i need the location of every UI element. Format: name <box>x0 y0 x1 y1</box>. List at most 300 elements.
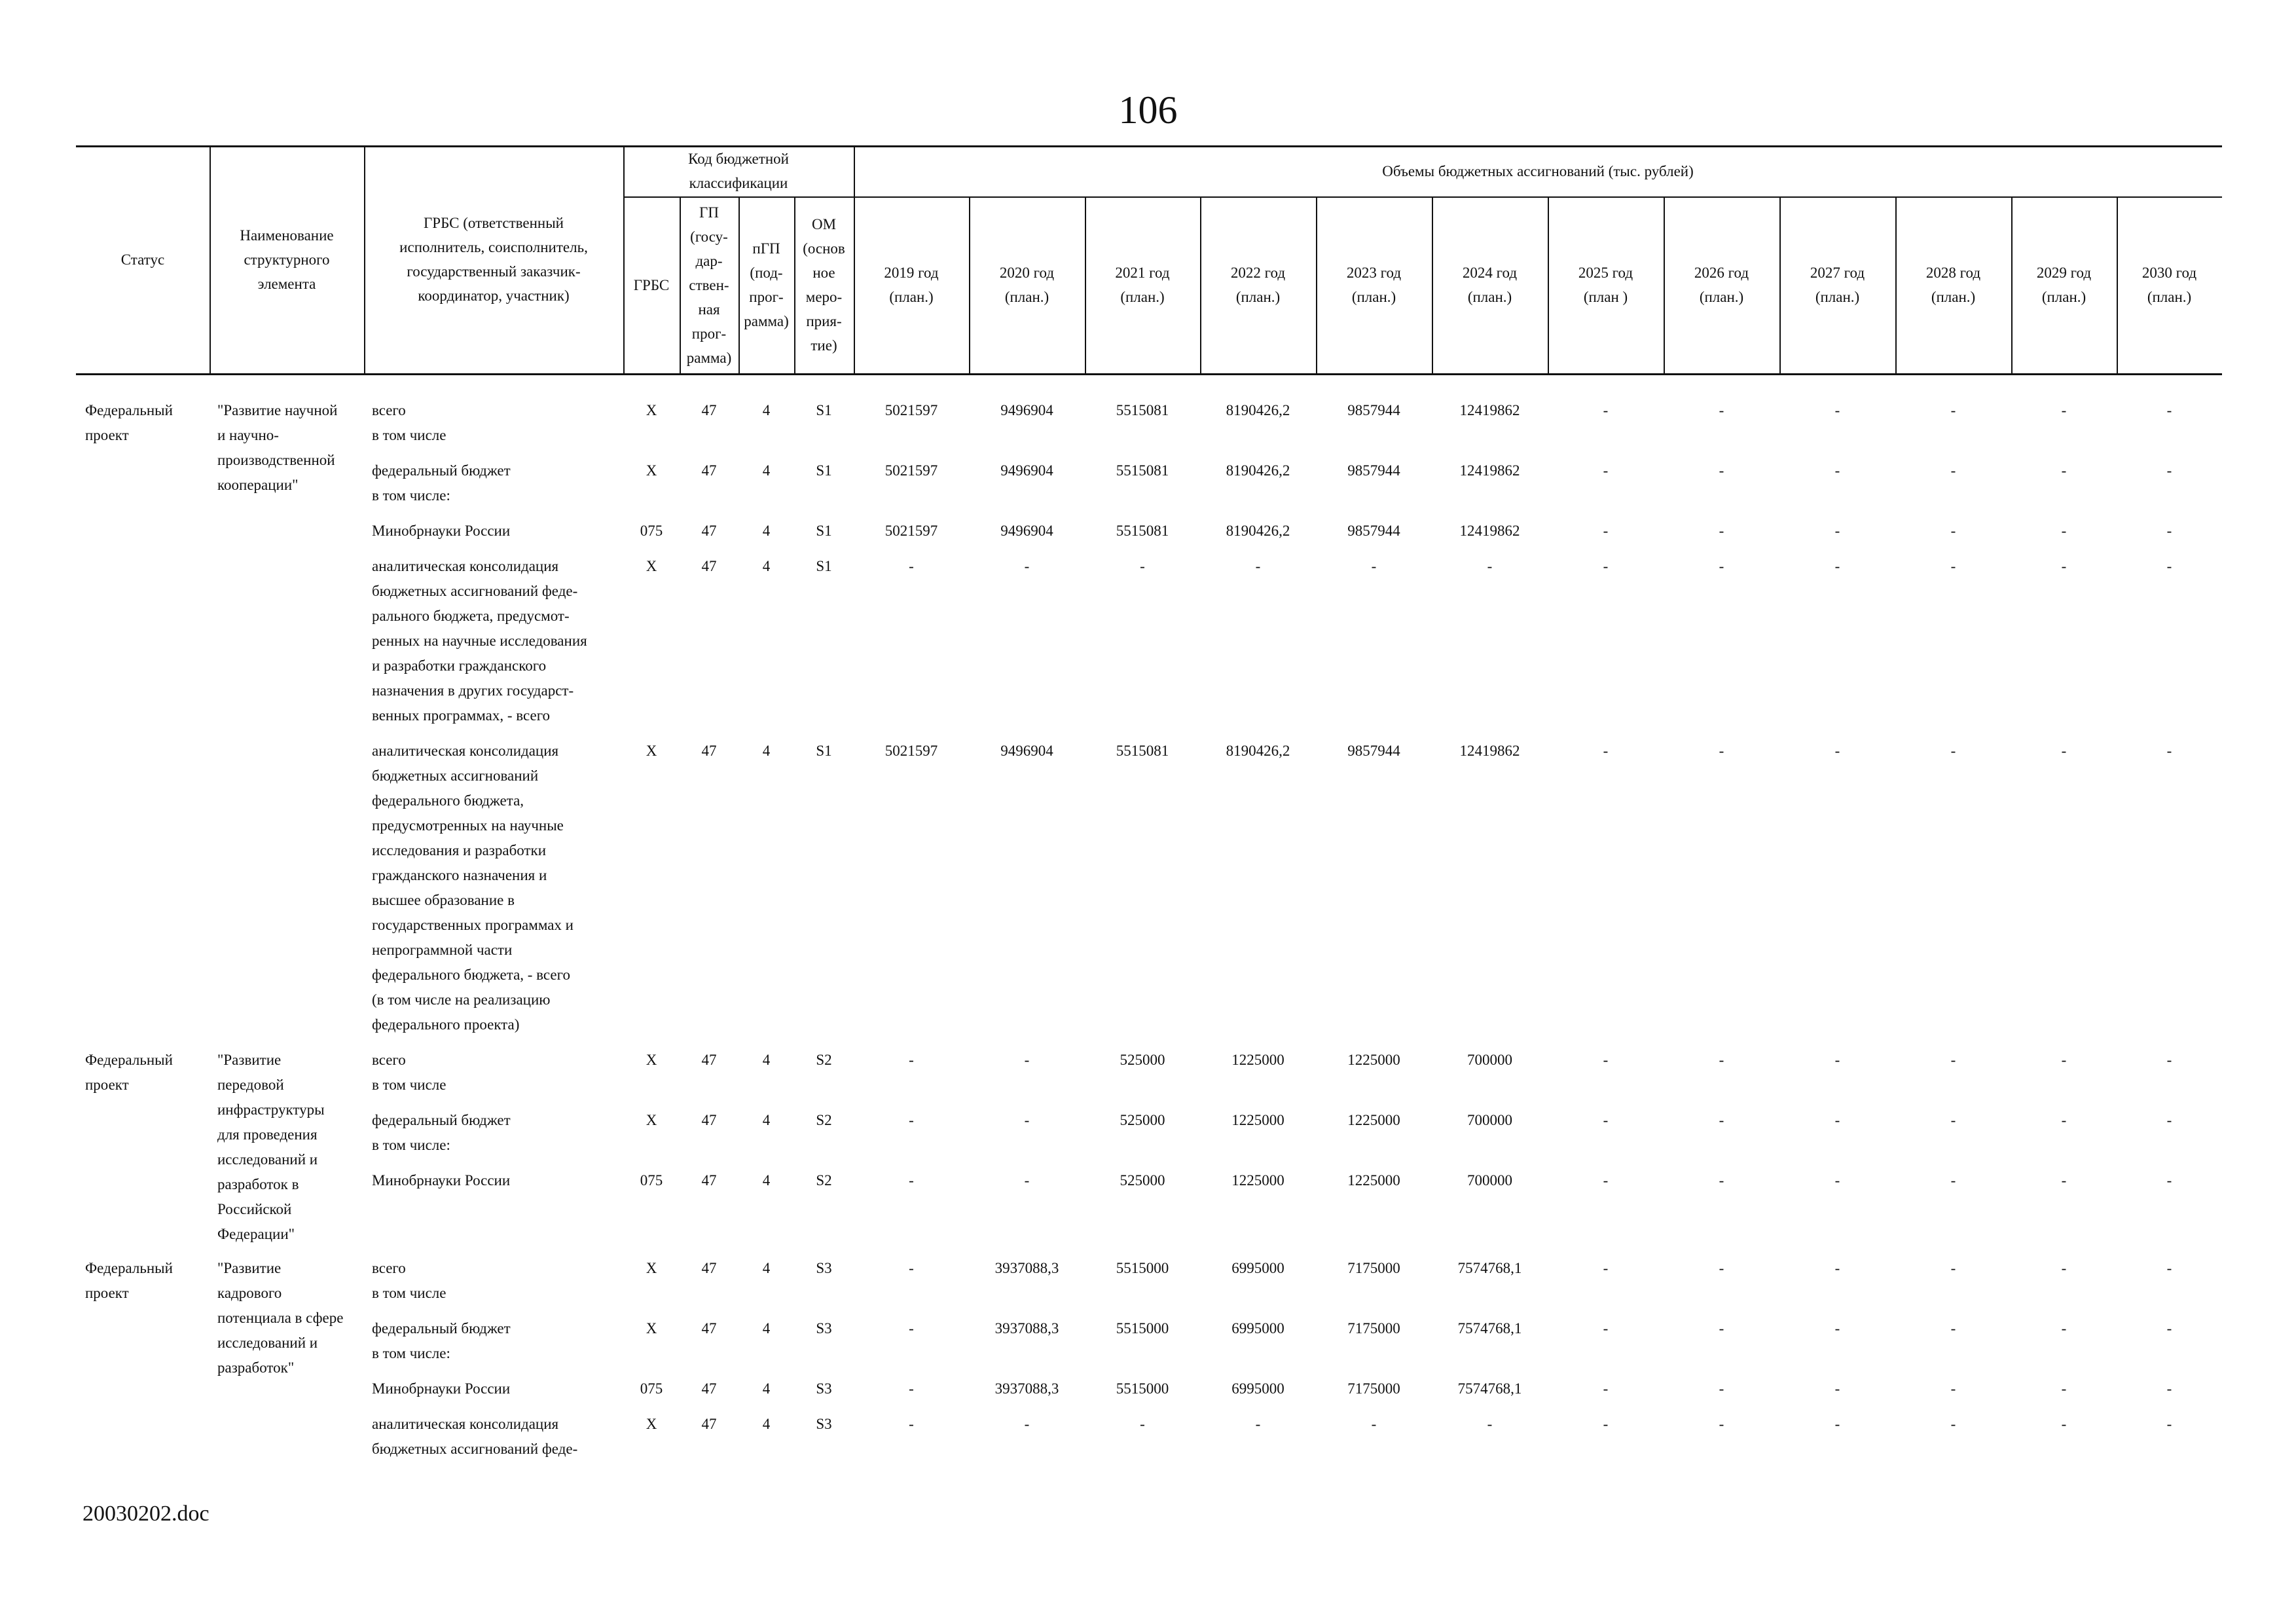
header-bottom-rule <box>76 373 2222 375</box>
text-line: и научно- <box>217 427 279 443</box>
header-line: ГП <box>699 204 719 221</box>
value-2026: - <box>1719 558 1724 574</box>
text-line: федерального бюджета, <box>372 792 524 809</box>
code-pgp: 4 <box>762 462 771 479</box>
value-2025: - <box>1603 1260 1609 1276</box>
header-line: (план.) <box>1351 289 1396 305</box>
code-pgp: 4 <box>762 1380 771 1397</box>
value-2028: - <box>1950 1172 1956 1189</box>
text-line: Федеральный <box>85 1260 173 1276</box>
text-line: в том числе <box>372 1285 446 1301</box>
header-pgp-text <box>744 236 789 333</box>
header-line: меро- <box>805 289 843 305</box>
row-label <box>372 1412 577 1462</box>
text-line: в том числе: <box>372 1345 450 1361</box>
code-pgp: 4 <box>762 1320 771 1337</box>
value-2025: - <box>1603 1416 1609 1432</box>
code-grbs: X <box>646 1112 657 1128</box>
text-line: Минобрнауки России <box>372 1172 511 1189</box>
row-label <box>372 554 587 728</box>
row-label <box>372 458 511 508</box>
header-line: (план.) <box>2041 289 2086 305</box>
header-line: 2028 год <box>1925 265 1981 281</box>
value-2027: - <box>1834 1172 1840 1189</box>
code-om: S1 <box>816 558 832 574</box>
header-om <box>794 196 854 373</box>
value-2028: - <box>1950 1260 1956 1276</box>
value-2019: - <box>909 1172 914 1189</box>
value-2027: - <box>1834 1320 1840 1337</box>
value-2023: - <box>1371 1416 1377 1432</box>
value-2024: 7574768,1 <box>1457 1260 1522 1276</box>
row-label <box>372 398 446 448</box>
text-line: государственных программах и <box>372 917 574 933</box>
value-2030: - <box>2166 558 2172 574</box>
header-line: ное <box>812 265 835 281</box>
text-line: федеральный бюджет <box>372 462 511 479</box>
code-om: S1 <box>816 402 832 418</box>
text-line: передовой <box>217 1077 284 1093</box>
header-line: (госу- <box>690 228 728 245</box>
code-pgp: 4 <box>762 558 771 574</box>
text-line: проект <box>85 427 129 443</box>
header-gp-text <box>687 200 732 370</box>
value-2026: - <box>1719 1380 1724 1397</box>
value-2027: - <box>1834 1416 1840 1432</box>
text-line: и разработки гражданского <box>372 657 547 674</box>
header-grbs-text: ГРБС <box>633 276 670 293</box>
text-line: федерального бюджета, - всего <box>372 967 570 983</box>
value-2028: - <box>1950 558 1956 574</box>
code-om: S2 <box>816 1172 832 1189</box>
code-grbs: X <box>646 462 657 479</box>
code-pgp: 4 <box>762 402 771 418</box>
value-2022: 6995000 <box>1231 1320 1285 1337</box>
value-2025: - <box>1603 523 1609 539</box>
page-number: 106 <box>1118 88 1178 132</box>
value-2026: - <box>1719 1416 1724 1432</box>
code-om: S2 <box>816 1112 832 1128</box>
header-year-2023 <box>1316 196 1432 373</box>
text-line: бюджетных ассигнований феде- <box>372 583 578 599</box>
value-2019: 5021597 <box>884 462 938 479</box>
value-2029: - <box>2061 1052 2067 1068</box>
value-2021: 525000 <box>1120 1112 1165 1128</box>
header-line: 2020 год <box>999 265 1055 281</box>
value-2021: 5515000 <box>1116 1380 1169 1397</box>
value-2028: - <box>1950 1416 1956 1432</box>
value-2026: - <box>1719 402 1724 418</box>
header-budget-code-text <box>688 147 789 195</box>
code-gp: 47 <box>701 1172 717 1189</box>
value-2023: 7175000 <box>1347 1380 1400 1397</box>
value-2024: - <box>1487 1416 1493 1432</box>
header-year-2022 <box>1200 196 1316 373</box>
value-2024: 12419862 <box>1459 462 1520 479</box>
value-2026: - <box>1719 1172 1724 1189</box>
value-2024: 700000 <box>1467 1172 1512 1189</box>
header-line: прог- <box>749 289 784 305</box>
header-line: 2027 год <box>1810 265 1865 281</box>
value-2022: 8190426,2 <box>1226 743 1290 759</box>
text-line: проект <box>85 1285 129 1301</box>
value-2020: 3937088,3 <box>994 1380 1059 1397</box>
header-line: пГП <box>752 240 780 257</box>
value-2023: 1225000 <box>1347 1112 1400 1128</box>
header-year-2030-text <box>2142 261 2196 309</box>
code-gp: 47 <box>701 1416 717 1432</box>
text-line: в том числе: <box>372 1137 450 1153</box>
code-gp: 47 <box>701 1112 717 1128</box>
code-grbs: X <box>646 558 657 574</box>
value-2030: - <box>2166 1416 2172 1432</box>
header-line: (план.) <box>1235 289 1281 305</box>
value-2021: 525000 <box>1120 1052 1165 1068</box>
header-year-2021-text <box>1115 261 1169 309</box>
header-line: 2029 год <box>2036 265 2092 281</box>
text-line: в том числе: <box>372 487 450 504</box>
value-2025: - <box>1603 1172 1609 1189</box>
header-line: исполнитель, соисполнитель, <box>399 239 588 255</box>
text-line: бюджетных ассигнований <box>372 767 539 784</box>
value-2030: - <box>2166 1380 2172 1397</box>
value-2021: - <box>1140 558 1145 574</box>
value-2020: 9496904 <box>1000 402 1053 418</box>
header-gp <box>680 196 738 373</box>
header-line: (план.) <box>889 289 934 305</box>
header-year-2027-text <box>1810 261 1865 309</box>
header-line: дар- <box>695 252 723 269</box>
header-year-2026 <box>1664 196 1779 373</box>
value-2026: - <box>1719 1052 1724 1068</box>
header-line: (план.) <box>1467 289 1512 305</box>
value-2020: - <box>1024 1052 1030 1068</box>
text-line: производственной <box>217 452 335 468</box>
text-line: (в том числе на реализацию <box>372 991 551 1008</box>
value-2025: - <box>1603 743 1609 759</box>
header-pgp <box>738 196 794 373</box>
text-line: федеральный бюджет <box>372 1320 511 1337</box>
header-grbs-responsible <box>364 145 623 373</box>
value-2026: - <box>1719 1320 1724 1337</box>
value-2021: 5515081 <box>1116 523 1169 539</box>
value-2022: 1225000 <box>1231 1112 1285 1128</box>
value-2019: - <box>909 1052 914 1068</box>
value-2028: - <box>1950 402 1956 418</box>
text-line: предусмотренных на научные <box>372 817 564 834</box>
code-om: S3 <box>816 1320 832 1337</box>
header-line: (план.) <box>2147 289 2192 305</box>
header-year-2023-text <box>1347 261 1401 309</box>
value-2029: - <box>2061 462 2067 479</box>
value-2027: - <box>1834 462 1840 479</box>
structural-element-name <box>217 1256 343 1380</box>
value-2027: - <box>1834 1112 1840 1128</box>
value-2022: - <box>1255 558 1261 574</box>
text-line: в том числе <box>372 1077 446 1093</box>
header-year-2030 <box>2117 196 2222 373</box>
header-year-2021 <box>1085 196 1200 373</box>
value-2023: 7175000 <box>1347 1320 1400 1337</box>
text-line: "Развитие <box>217 1260 282 1276</box>
code-pgp: 4 <box>762 743 771 759</box>
header-year-2024 <box>1432 196 1548 373</box>
value-2027: - <box>1834 523 1840 539</box>
value-2028: - <box>1950 1380 1956 1397</box>
header-structural-element <box>210 145 364 373</box>
value-2019: - <box>909 1320 914 1337</box>
value-2027: - <box>1834 1260 1840 1276</box>
value-2029: - <box>2061 523 2067 539</box>
header-line: (план.) <box>1120 289 1165 305</box>
value-2021: 5515000 <box>1116 1320 1169 1337</box>
code-grbs: 075 <box>640 1172 663 1189</box>
header-line: (основ <box>803 240 845 257</box>
text-line: Российской <box>217 1201 292 1217</box>
value-2030: - <box>2166 523 2172 539</box>
value-2029: - <box>2061 1112 2067 1128</box>
value-2023: 9857944 <box>1347 523 1400 539</box>
text-line: кооперации" <box>217 477 299 493</box>
text-line: гражданского назначения и <box>372 867 547 883</box>
text-line: "Развитие <box>217 1052 282 1068</box>
code-gp: 47 <box>701 462 717 479</box>
header-budget-volumes <box>854 145 2222 196</box>
value-2028: - <box>1950 462 1956 479</box>
value-2022: 1225000 <box>1231 1172 1285 1189</box>
value-2022: - <box>1255 1416 1261 1432</box>
value-2023: 9857944 <box>1347 402 1400 418</box>
code-om: S1 <box>816 743 832 759</box>
row-label <box>372 1376 510 1401</box>
text-line: назначения в других государст- <box>372 682 574 699</box>
code-om: S3 <box>816 1380 832 1397</box>
text-line: проект <box>85 1077 129 1093</box>
text-line: исследований и <box>217 1335 318 1351</box>
text-line: ренных на научные исследования <box>372 633 587 649</box>
value-2024: 7574768,1 <box>1457 1380 1522 1397</box>
row-label <box>372 1108 511 1158</box>
code-grbs: X <box>646 402 657 418</box>
code-gp: 47 <box>701 523 717 539</box>
header-year-2024-text <box>1463 261 1517 309</box>
text-line: федеральный бюджет <box>372 1112 511 1128</box>
code-pgp: 4 <box>762 1260 771 1276</box>
value-2021: 5515000 <box>1116 1260 1169 1276</box>
value-2027: - <box>1834 1052 1840 1068</box>
header-line: ная <box>698 301 720 318</box>
value-2029: - <box>2061 558 2067 574</box>
value-2024: 12419862 <box>1459 402 1520 418</box>
value-2021: - <box>1140 1416 1145 1432</box>
value-2025: - <box>1603 462 1609 479</box>
header-year-2029 <box>2011 196 2117 373</box>
value-2020: 9496904 <box>1000 743 1053 759</box>
value-2023: 1225000 <box>1347 1052 1400 1068</box>
value-2025: - <box>1603 402 1609 418</box>
value-2026: - <box>1719 743 1724 759</box>
header-line: Наименование <box>240 227 334 244</box>
value-2023: - <box>1371 558 1377 574</box>
header-line: 2026 год <box>1694 265 1749 281</box>
row-label <box>372 739 574 1037</box>
code-grbs: X <box>646 1052 657 1068</box>
header-grbs <box>623 196 680 373</box>
header-line: тие) <box>811 337 837 354</box>
code-grbs: X <box>646 1260 657 1276</box>
header-year-2025-text <box>1578 261 1633 309</box>
header-om-text <box>803 212 845 358</box>
value-2029: - <box>2061 1380 2067 1397</box>
header-line: (план.) <box>1699 289 1744 305</box>
value-2027: - <box>1834 402 1840 418</box>
header-line: (план ) <box>1583 289 1628 305</box>
value-2028: - <box>1950 1052 1956 1068</box>
value-2029: - <box>2061 1172 2067 1189</box>
header-grbs-responsible-text <box>399 211 588 308</box>
header-year-2028 <box>1895 196 2011 373</box>
text-line: Минобрнауки России <box>372 1380 511 1397</box>
code-grbs: X <box>646 1416 657 1432</box>
code-grbs: X <box>646 1320 657 1337</box>
value-2029: - <box>2061 743 2067 759</box>
text-line: аналитическая консолидация <box>372 1416 559 1432</box>
value-2023: 9857944 <box>1347 743 1400 759</box>
value-2022: 6995000 <box>1231 1260 1285 1276</box>
value-2029: - <box>2061 1320 2067 1337</box>
text-line: всего <box>372 1052 406 1068</box>
header-line: рамма) <box>744 313 789 329</box>
value-2027: - <box>1834 1380 1840 1397</box>
header-year-2029-text <box>2037 261 2091 309</box>
text-line: Федерации" <box>217 1226 295 1242</box>
value-2021: 525000 <box>1120 1172 1165 1189</box>
code-gp: 47 <box>701 558 717 574</box>
value-2030: - <box>2166 462 2172 479</box>
code-pgp: 4 <box>762 1172 771 1189</box>
text-line: инфраструктуры <box>217 1101 325 1118</box>
text-line: "Развитие научной <box>217 402 338 418</box>
structural-element-name <box>217 398 338 498</box>
header-line: (план.) <box>1931 289 1976 305</box>
value-2030: - <box>2166 402 2172 418</box>
value-2030: - <box>2166 1320 2172 1337</box>
code-pgp: 4 <box>762 1416 771 1432</box>
row-label <box>372 1256 446 1306</box>
value-2024: 700000 <box>1467 1052 1512 1068</box>
value-2025: - <box>1603 1320 1609 1337</box>
value-2029: - <box>2061 1260 2067 1276</box>
header-status-text: Статус <box>120 251 165 268</box>
header-line: 2021 год <box>1115 265 1170 281</box>
text-line: венных программах, - всего <box>372 707 551 724</box>
code-grbs: X <box>646 743 657 759</box>
header-year-2025 <box>1548 196 1664 373</box>
header-line: ОМ <box>811 216 837 232</box>
value-2026: - <box>1719 1260 1724 1276</box>
text-line: аналитическая консолидация <box>372 558 559 574</box>
text-line: Федеральный <box>85 402 173 418</box>
value-2025: - <box>1603 1052 1609 1068</box>
header-line: ствен- <box>689 276 729 293</box>
value-2030: - <box>2166 1172 2172 1189</box>
code-grbs: 075 <box>640 1380 663 1397</box>
value-2028: - <box>1950 743 1956 759</box>
row-label <box>372 519 510 544</box>
value-2020: - <box>1024 1172 1030 1189</box>
value-2023: 9857944 <box>1347 462 1400 479</box>
value-2022: 8190426,2 <box>1226 523 1290 539</box>
text-line: потенциала в сфере <box>217 1310 344 1326</box>
text-line: непрограммной части <box>372 942 513 958</box>
text-line: высшее образование в <box>372 892 515 908</box>
header-line: 2019 год <box>884 265 939 281</box>
value-2024: 7574768,1 <box>1457 1320 1522 1337</box>
text-line: исследований и <box>217 1151 318 1168</box>
value-2029: - <box>2061 1416 2067 1432</box>
header-line: Код бюджетной <box>688 151 789 167</box>
header-line: 2023 год <box>1346 265 1402 281</box>
document-filename: 20030202.doc <box>82 1502 210 1526</box>
header-line: элемента <box>257 275 316 292</box>
code-gp: 47 <box>701 1380 717 1397</box>
text-line: бюджетных ассигнований феде- <box>372 1441 578 1457</box>
code-om: S1 <box>816 462 832 479</box>
value-2020: - <box>1024 1112 1030 1128</box>
code-gp: 47 <box>701 743 717 759</box>
value-2028: - <box>1950 1320 1956 1337</box>
value-2020: 9496904 <box>1000 523 1053 539</box>
header-line: прог- <box>691 325 727 342</box>
code-om: S1 <box>816 523 832 539</box>
code-pgp: 4 <box>762 1112 771 1128</box>
value-2028: - <box>1950 523 1956 539</box>
value-2019: - <box>909 1112 914 1128</box>
value-2022: 6995000 <box>1231 1380 1285 1397</box>
header-line: прия- <box>806 313 842 329</box>
code-pgp: 4 <box>762 1052 771 1068</box>
header-structural-element-text <box>240 223 333 296</box>
value-2020: - <box>1024 1416 1030 1432</box>
text-line: всего <box>372 402 406 418</box>
header-line: (под- <box>750 265 783 281</box>
structural-element-name <box>217 1048 325 1247</box>
project-status <box>85 1256 173 1306</box>
header-year-2028-text <box>1926 261 1980 309</box>
code-om: S3 <box>816 1416 832 1432</box>
code-grbs: 075 <box>640 523 663 539</box>
value-2030: - <box>2166 1052 2172 1068</box>
value-2026: - <box>1719 523 1724 539</box>
header-line: 2025 год <box>1578 265 1633 281</box>
code-om: S3 <box>816 1260 832 1276</box>
header-line: координатор, участник) <box>418 287 570 304</box>
value-2022: 8190426,2 <box>1226 462 1290 479</box>
text-line: разработок в <box>217 1176 299 1192</box>
header-line: государственный заказчик- <box>407 263 581 280</box>
text-line: всего <box>372 1260 406 1276</box>
header-year-2027 <box>1779 196 1895 373</box>
code-gp: 47 <box>701 402 717 418</box>
code-gp: 47 <box>701 1260 717 1276</box>
value-2023: 7175000 <box>1347 1260 1400 1276</box>
text-line: федерального проекта) <box>372 1016 520 1033</box>
header-budget-volumes-text: Объемы бюджетных ассигнований (тыс. рублей) <box>1382 162 1694 179</box>
value-2027: - <box>1834 558 1840 574</box>
value-2025: - <box>1603 558 1609 574</box>
row-label <box>372 1048 446 1098</box>
header-year-2026-text <box>1694 261 1749 309</box>
